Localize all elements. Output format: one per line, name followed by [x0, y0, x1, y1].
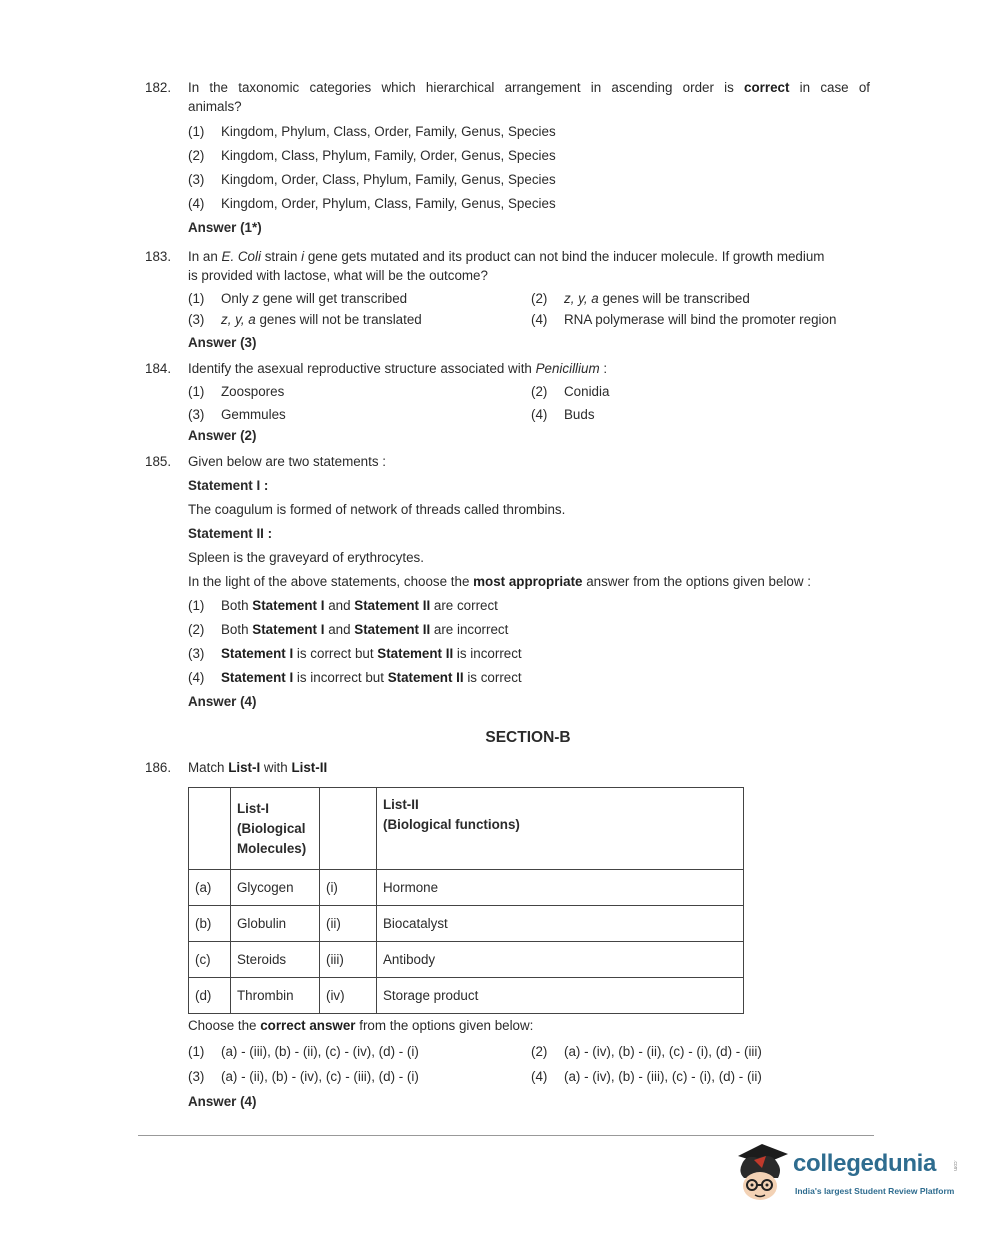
table-row	[189, 942, 744, 978]
row-key: (a)	[189, 870, 231, 906]
list-2-title: List-II	[383, 797, 419, 812]
row-key: (c)	[189, 942, 231, 978]
statement-1-label: Statement I :	[188, 478, 269, 493]
question-number-182: 182.	[145, 80, 172, 95]
option-186-4: (4) (a) - (iv), (b) - (iii), (c) - (i), (d) - (ii)	[531, 1069, 762, 1084]
option-186-1: (1) (a) - (iii), (b) - (ii), (c) - (iv), (d) - (i)	[188, 1044, 419, 1059]
question-185-intro: Given below are two statements :	[188, 454, 386, 469]
row-function: Storage product	[377, 978, 744, 1014]
list-1-subtitle-2: Molecules)	[237, 840, 307, 856]
table-header-blank-1	[189, 788, 231, 870]
answer-185: Answer (4)	[188, 694, 257, 709]
row-function: Antibody	[377, 942, 744, 978]
row-molecule: Globulin	[231, 906, 320, 942]
question-183-text: In an E. Coli strain i gene gets mutated and its product can not bind the inducer molecule. If growth medium	[188, 249, 825, 264]
statement-2-text: Spleen is the graveyard of erythrocytes.	[188, 550, 424, 565]
statement-2-label: Statement II :	[188, 526, 273, 541]
row-roman: (i)	[320, 870, 377, 906]
collegedunia-logo-com: .com	[952, 1160, 958, 1171]
option-184-1: (1) Zoospores	[188, 384, 285, 399]
row-molecule: Thrombin	[231, 978, 320, 1014]
row-key: (b)	[189, 906, 231, 942]
row-roman: (iii)	[320, 942, 377, 978]
question-number-184: 184.	[145, 361, 172, 376]
option-182-1: (1) Kingdom, Phylum, Class, Order, Family, Genus, Species	[188, 124, 556, 139]
option-183-4: (4) RNA polymerase will bind the promoter region	[531, 312, 837, 327]
question-number-185: 185.	[145, 454, 172, 469]
footer-divider	[138, 1135, 874, 1136]
table-row	[189, 978, 744, 1014]
option-185-1: (1) Both Statement I and Statement II are correct	[188, 598, 498, 613]
question-182-text: In the taxonomic categories which hierarchical arrangement in ascending order is correct in case of	[188, 80, 870, 95]
table-row	[189, 870, 744, 906]
answer-183: Answer (3)	[188, 335, 257, 350]
table-header-blank-2	[320, 788, 377, 870]
option-185-2: (2) Both Statement I and Statement II are incorrect	[188, 622, 509, 637]
option-183-3: (3) z, y, a genes will not be translated	[188, 312, 422, 327]
option-182-3: (3) Kingdom, Order, Class, Phylum, Family, Genus, Species	[188, 172, 556, 187]
question-number-183: 183.	[145, 249, 172, 264]
option-184-3: (3) Gemmules	[188, 407, 286, 422]
question-184-text: Identify the asexual reproductive structure associated with Penicillium :	[188, 361, 608, 376]
answer-182: Answer (1*)	[188, 220, 262, 235]
question-186-instruction: Choose the correct answer from the options given below:	[188, 1018, 534, 1033]
list-1-title: List-I	[237, 800, 269, 816]
table-header-list-1	[231, 788, 320, 870]
question-186-text: Match List-I with List-II	[188, 760, 328, 775]
list-1-subtitle: (Biological	[237, 820, 306, 836]
answer-186: Answer (4)	[188, 1094, 257, 1109]
section-b-heading: SECTION-B	[485, 729, 571, 746]
row-roman: (iv)	[320, 978, 377, 1014]
statement-1-text: The coagulum is formed of network of threads called thrombins.	[188, 502, 566, 517]
row-key: (d)	[189, 978, 231, 1014]
answer-184: Answer (2)	[188, 428, 257, 443]
option-183-2: (2) z, y, a genes will be transcribed	[531, 291, 750, 306]
option-186-2: (2) (a) - (iv), (b) - (ii), (c) - (i), (d) - (iii)	[531, 1044, 762, 1059]
question-182-text-line2: animals?	[188, 99, 242, 114]
option-185-4: (4) Statement I is incorrect but Statement II is correct	[188, 670, 522, 685]
row-function: Biocatalyst	[377, 906, 744, 942]
question-185-instruction: In the light of the above statements, choose the most appropriate answer from the options given below :	[188, 574, 811, 589]
option-185-3: (3) Statement I is correct but Statement II is incorrect	[188, 646, 522, 661]
list-2-subtitle: (Biological functions)	[383, 817, 520, 832]
collegedunia-logo-text: collegedunia	[793, 1150, 937, 1177]
table-header-list-2	[377, 788, 744, 870]
option-186-3: (3) (a) - (ii), (b) - (iv), (c) - (iii), (d) - (i)	[188, 1069, 419, 1084]
collegedunia-tagline: India's largest Student Review Platform	[795, 1186, 955, 1196]
option-184-4: (4) Buds	[531, 407, 595, 422]
question-number-186: 186.	[145, 760, 172, 775]
question-183-text-line2: is provided with lactose, what will be the outcome?	[188, 268, 488, 283]
option-184-2: (2) Conidia	[531, 384, 610, 399]
option-182-2: (2) Kingdom, Class, Phylum, Family, Order, Genus, Species	[188, 148, 556, 163]
match-table	[188, 787, 744, 1014]
collegedunia-mascot-icon	[732, 1138, 794, 1208]
row-molecule: Steroids	[231, 942, 320, 978]
row-function: Hormone	[377, 870, 744, 906]
option-183-1: (1) Only z gene will get transcribed	[188, 291, 408, 306]
row-molecule: Glycogen	[231, 870, 320, 906]
row-roman: (ii)	[320, 906, 377, 942]
table-row	[189, 906, 744, 942]
table-header-row	[189, 788, 744, 870]
option-182-4: (4) Kingdom, Order, Phylum, Class, Family, Genus, Species	[188, 196, 556, 211]
